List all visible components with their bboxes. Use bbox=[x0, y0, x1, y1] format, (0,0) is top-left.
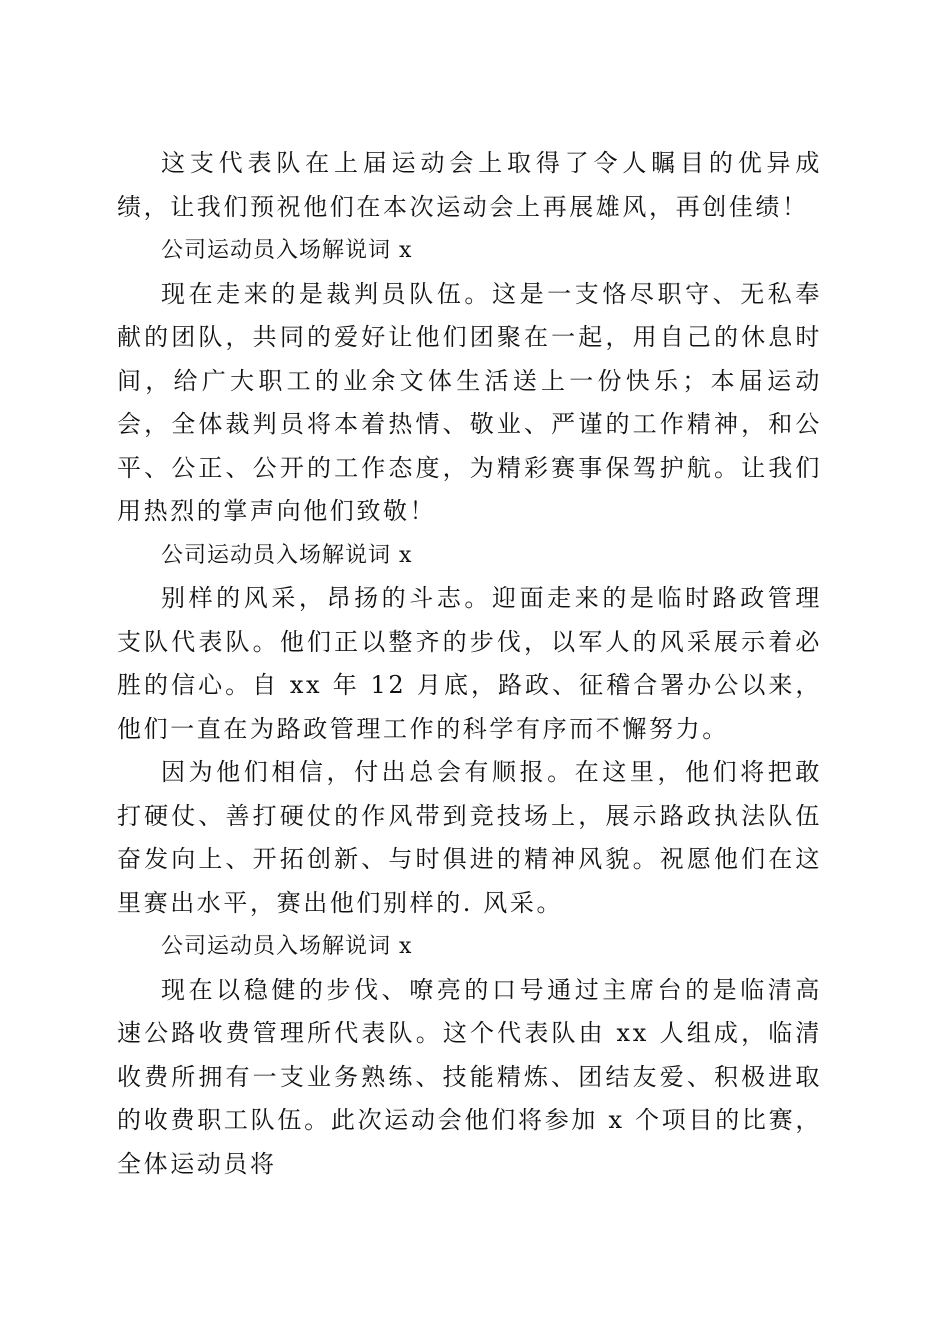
section-heading-2: 公司运动员入场解说词 x bbox=[161, 542, 413, 568]
section-heading-1: 公司运动员入场解说词 x bbox=[161, 238, 413, 263]
document-body bbox=[117, 142, 822, 1186]
paragraph-road-admin-belief: 因为他们相信，付出总会有顺报。在这里，他们将把敢打硬仗、善打硬仗的作风带到竞技场上，展示路政执法队伍奋发向上、开拓创新、与时俱进的精神风貌。祝愿他们在这里赛出水平，赛出他们别样的. 风采。 bbox=[117, 758, 822, 917]
paragraph-referees: 现在走来的是裁判员队伍。这是一支恪尽职守、无私奉献的团队，共同的爱好让他们团聚在一起，用自己的休息时间，给广大职工的业余文体生活送上一份快乐；本届运动会，全体裁判员将本着热情、敬业、严谨的工作精神，和公平、公正、公开的工作态度，为精彩赛事保驾护航。让我们用热烈的掌声向他们致敬！ bbox=[117, 279, 822, 525]
section-heading-3: 公司运动员入场解说词 x bbox=[161, 934, 413, 959]
paragraph-preview-result: 这支代表队在上届运动会上取得了令人瞩目的优异成绩，让我们预祝他们在本次运动会上再展雄风，再创佳绩！ bbox=[117, 149, 822, 221]
paragraph-toll-station: 现在以稳健的步伐、嘹亮的口号通过主席台的是临清高速公路收费管理所代表队。这个代表队由 xx 人组成，临清收费所拥有一支业务熟练、技能精炼、团结友爱、积极进取的收费职工队伍。此次运动会他们将参加 x 个项目的比赛，全体运动员将 bbox=[117, 975, 822, 1178]
paragraph-road-admin-intro: 别样的风采，昂扬的斗志。迎面走来的是临时路政管理支队代表队。他们正以整齐的步伐，以军人的风采展示着必胜的信心。自 xx 年 12 月底，路政、征稽合署办公以来，他们一直在为路政管理工作的科学有序而不懈努力。 bbox=[117, 584, 822, 743]
